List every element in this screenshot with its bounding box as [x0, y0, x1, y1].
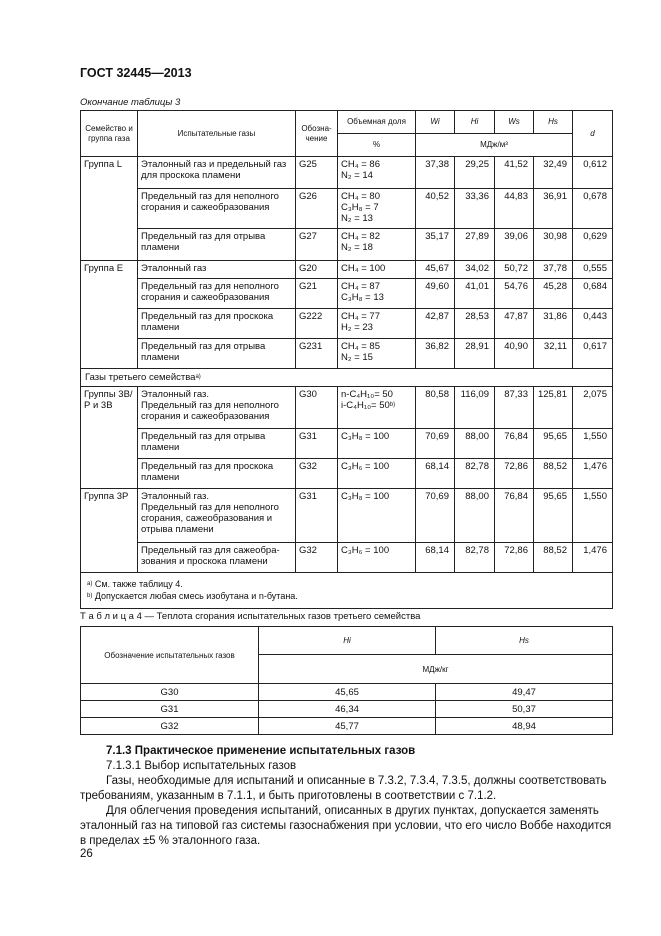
family-cell: Группы 3В/Р и 3В: [81, 387, 138, 489]
code-cell: G222: [296, 309, 338, 339]
composition-cell: CH₄ = 77 H₂ = 23: [338, 309, 416, 339]
t4-code-cell: G30: [81, 684, 259, 701]
t4-hs-cell: 49,47: [436, 684, 613, 701]
header-hi: Hi: [455, 111, 495, 134]
header-family: Семейство и группа газа: [81, 111, 138, 157]
hs-cell: 32,49: [534, 157, 573, 189]
page-number: 26: [80, 848, 93, 860]
ws-cell: 47,87: [495, 309, 534, 339]
ws-cell: 41,52: [495, 157, 534, 189]
d-cell: 0,678: [573, 189, 613, 229]
composition-cell: C₃H₆ = 100: [338, 459, 416, 489]
footnote-mark: b): [87, 593, 93, 599]
gas-cell: Предельный газ для сажеобра-зования и проскока пламени: [138, 543, 296, 573]
code-cell: G31: [296, 489, 338, 543]
ws-cell: 76,84: [495, 429, 534, 459]
ws-cell: 87,33: [495, 387, 534, 429]
paragraph-2: Для облегчения проведения испытаний, описанных в других пунктах, допускается заменять эталонный газ на типовой газ системы газоснабжения при условии, что его число Воббе находится в пределах ±5 % эталонного газа.: [80, 805, 612, 847]
d-cell: 0,443: [573, 309, 613, 339]
footnote-mark: а): [87, 581, 93, 587]
ws-cell: 54,76: [495, 279, 534, 309]
table-continuation-label: Окончание таблицы 3: [80, 97, 181, 108]
header-hs: Hs: [534, 111, 573, 134]
t4-header-code: Обозначение испытательных газов: [81, 627, 259, 684]
composition-cell: [338, 387, 416, 429]
composition-cell: CH₄ = 82 N₂ = 18: [338, 229, 416, 261]
table-4: [80, 626, 613, 735]
hi-cell: 33,36: [455, 189, 495, 229]
gas-cell: Эталонный газ и предельный газ для проскока пламени: [138, 157, 296, 189]
hs-cell: 36,91: [534, 189, 573, 229]
d-cell: 0,555: [573, 261, 613, 279]
t4-hs-cell: 48,94: [436, 718, 613, 735]
family-cell: Группа 3Р: [81, 489, 138, 573]
header-d: d: [573, 111, 613, 157]
gas-cell: Предельный газ для отрыва пламени: [138, 339, 296, 369]
t4-hs-cell: 50,37: [436, 701, 613, 718]
t4-hi-cell: 46,34: [259, 701, 436, 718]
code-cell: G30: [296, 387, 338, 429]
table-footnotes: [81, 573, 613, 609]
gas-cell: Предельный газ для отрыва пламени: [138, 429, 296, 459]
wi-cell: 68,14: [416, 543, 455, 573]
code-cell: G32: [296, 543, 338, 573]
gas-cell: Предельный газ для проскока пламени: [138, 309, 296, 339]
wi-cell: 42,87: [416, 309, 455, 339]
hs-cell: 95,65: [534, 429, 573, 459]
ws-cell: 44,83: [495, 189, 534, 229]
code-cell: G231: [296, 339, 338, 369]
composition-cell: CH₄ = 80 C₃H₈ = 7 N₂ = 13: [338, 189, 416, 229]
t4-hi-cell: 45,77: [259, 718, 436, 735]
hs-cell: 125,81: [534, 387, 573, 429]
composition-cell: C₃H₈ = 100: [338, 429, 416, 459]
paragraph-1: Газы, необходимые для испытаний и описанные в 7.3.2, 7.3.4, 7.3.5, должны соответствовать требованиям, указанным в 7.1.1, и быть приготовлены в соответствии с 7.1.2.: [80, 775, 607, 802]
d-cell: 0,617: [573, 339, 613, 369]
wi-cell: 80,58: [416, 387, 455, 429]
hs-cell: 30,98: [534, 229, 573, 261]
composition-cell: CH₄ = 87 C₃H₈ = 13: [338, 279, 416, 309]
header-energy-unit: МДж/м³: [416, 134, 573, 157]
hs-cell: 32,11: [534, 339, 573, 369]
code-cell: G31: [296, 429, 338, 459]
third-family-row: [81, 369, 613, 387]
ws-cell: 40,90: [495, 339, 534, 369]
t4-header-hi: Hi: [259, 627, 436, 655]
hs-cell: 95,65: [534, 489, 573, 543]
wi-cell: 70,69: [416, 429, 455, 459]
hi-cell: 116,09: [455, 387, 495, 429]
t4-header-hs: Hs: [436, 627, 613, 655]
footnote-b: [87, 590, 606, 602]
section-heading: 7.1.3 Практическое применение испытательных газов: [106, 745, 416, 757]
gas-cell: Эталонный газ. Предельный газ для неполного сгорания, сажеобразования и отрыва пламени: [138, 489, 296, 543]
wi-cell: 49,60: [416, 279, 455, 309]
hi-cell: 82,78: [455, 459, 495, 489]
gas-cell: Предельный газ для проскока пламени: [138, 459, 296, 489]
table-4-caption: Т а б л и ц а 4 — Теплота сгорания испытательных газов третьего семейства: [80, 611, 421, 622]
composition-cell: CH₄ = 100: [338, 261, 416, 279]
wi-cell: 68,14: [416, 459, 455, 489]
hs-cell: 45,28: [534, 279, 573, 309]
document-header: ГОСТ 32445—2013: [80, 66, 192, 80]
d-cell: 1,476: [573, 459, 613, 489]
footnote-text: Допускается любая смесь изобутана и n-бутана.: [94, 591, 298, 601]
d-cell: 1,476: [573, 543, 613, 573]
code-cell: G27: [296, 229, 338, 261]
footnote-ref: а): [195, 374, 201, 380]
d-cell: 0,612: [573, 157, 613, 189]
hi-cell: 88,00: [455, 489, 495, 543]
composition-cell: C₃H₆ = 100: [338, 543, 416, 573]
t4-header-unit: МДж/кг: [259, 655, 613, 684]
header-ws: Ws: [495, 111, 534, 134]
ws-cell: 72,86: [495, 543, 534, 573]
gas-cell: Эталонный газ: [138, 261, 296, 279]
d-cell: 2,075: [573, 387, 613, 429]
code-cell: G25: [296, 157, 338, 189]
t4-code-cell: G32: [81, 718, 259, 735]
code-cell: G20: [296, 261, 338, 279]
hi-cell: 28,53: [455, 309, 495, 339]
hi-cell: 27,89: [455, 229, 495, 261]
gas-cell: Предельный газ для неполного сгорания и сажеобразования: [138, 189, 296, 229]
wi-cell: 45,67: [416, 261, 455, 279]
family-cell: Группа L: [81, 157, 138, 261]
hs-cell: 88,52: [534, 459, 573, 489]
footnote-a: [87, 578, 606, 590]
wi-cell: 36,82: [416, 339, 455, 369]
code-cell: G26: [296, 189, 338, 229]
header-fraction-unit: %: [338, 134, 416, 157]
gas-cell: Предельный газ для отрыва пламени: [138, 229, 296, 261]
composition-cell: CH₄ = 86 N₂ = 14: [338, 157, 416, 189]
hi-cell: 88,00: [455, 429, 495, 459]
ws-cell: 39,06: [495, 229, 534, 261]
subsection-heading: 7.1.3.1 Выбор испытательных газов: [106, 760, 297, 772]
gas-cell: Эталонный газ. Предельный газ для неполного сгорания и сажеобразования: [138, 387, 296, 429]
ws-cell: 72,86: [495, 459, 534, 489]
header-code: Обозна-чение: [296, 111, 338, 157]
code-cell: G21: [296, 279, 338, 309]
code-cell: G32: [296, 459, 338, 489]
hi-cell: 29,25: [455, 157, 495, 189]
wi-cell: 70,69: [416, 489, 455, 543]
hs-cell: 88,52: [534, 543, 573, 573]
composition-cell: CH₄ = 85 N₂ = 15: [338, 339, 416, 369]
d-cell: 1,550: [573, 489, 613, 543]
composition-text: n-C₄H₁₀= 50 i-C₄H₁₀= 50: [341, 389, 393, 411]
wi-cell: 35,17: [416, 229, 455, 261]
header-fraction: Объемная доля: [338, 111, 416, 134]
table-3: [80, 110, 613, 609]
d-cell: 1,550: [573, 429, 613, 459]
d-cell: 0,629: [573, 229, 613, 261]
hi-cell: 82,78: [455, 543, 495, 573]
wi-cell: 40,52: [416, 189, 455, 229]
d-cell: 0,684: [573, 279, 613, 309]
footnote-ref: b): [389, 402, 396, 408]
hs-cell: 37,78: [534, 261, 573, 279]
ws-cell: 50,72: [495, 261, 534, 279]
wi-cell: 37,38: [416, 157, 455, 189]
hi-cell: 34,02: [455, 261, 495, 279]
hi-cell: 28,91: [455, 339, 495, 369]
footnote-text: См. также таблицу 4.: [94, 579, 183, 589]
family-cell: Группа Е: [81, 261, 138, 369]
header-wi: Wi: [416, 111, 455, 134]
ws-cell: 76,84: [495, 489, 534, 543]
composition-cell: C₃H₈ = 100: [338, 489, 416, 543]
t4-code-cell: G31: [81, 701, 259, 718]
header-gas: Испытательные газы: [138, 111, 296, 157]
t4-hi-cell: 45,65: [259, 684, 436, 701]
gas-cell: Предельный газ для неполного сгорания и сажеобразования: [138, 279, 296, 309]
hi-cell: 41,01: [455, 279, 495, 309]
hs-cell: 31,86: [534, 309, 573, 339]
third-family-label: Газы третьего семейства: [85, 372, 196, 383]
